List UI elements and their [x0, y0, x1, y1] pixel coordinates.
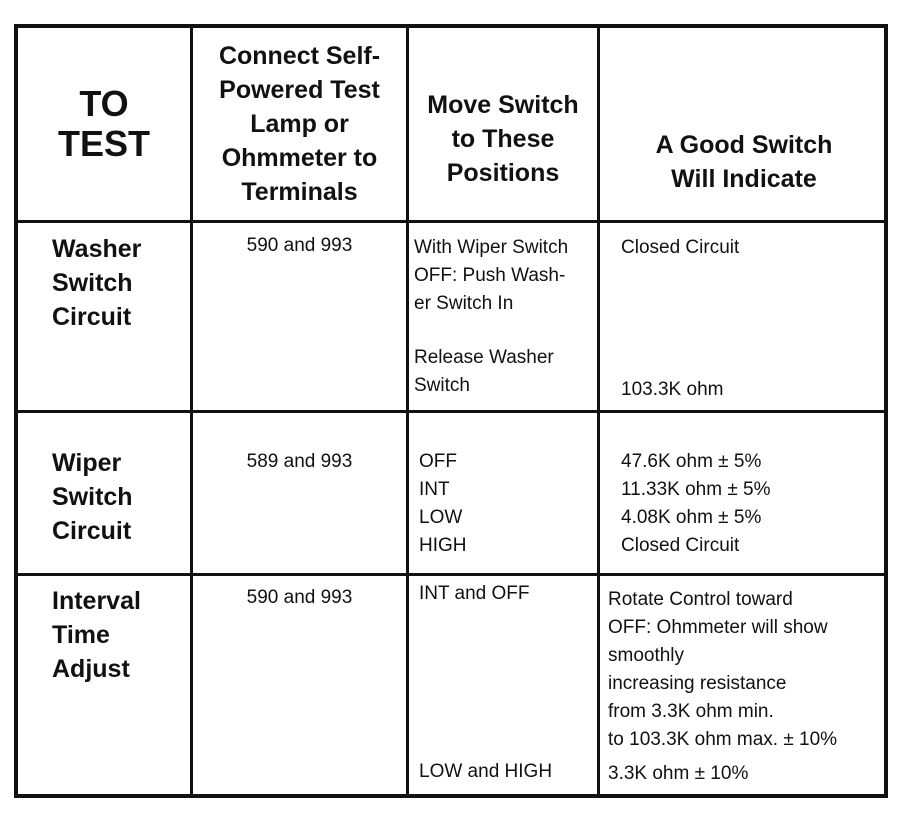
row-wiper-positions: OFF INT LOW HIGH — [419, 451, 467, 556]
header-connect — [193, 28, 406, 220]
header-move-text: Move Switch to These Positions — [427, 91, 579, 187]
header-move — [409, 88, 597, 220]
row-washer-indicate-closed: Closed Circuit — [621, 237, 740, 258]
header-good — [600, 128, 888, 220]
row-washer-positions-push: With Wiper Switch OFF: Push Wash- er Switch In — [414, 237, 569, 314]
row-divider — [18, 220, 884, 223]
header-good-text: A Good Switch Will Indicate — [655, 131, 833, 193]
header-to-test-text: TO TEST — [57, 83, 150, 164]
row-washer-indicate-resistance: 103.3K ohm — [621, 379, 724, 400]
row-wiper-test: Wiper Switch Circuit — [52, 449, 133, 545]
row-interval-test: Interval Time Adjust — [52, 587, 141, 683]
row-interval-positions-int: INT and OFF — [419, 583, 530, 604]
row-divider — [18, 573, 884, 576]
header-connect-text: Connect Self- Powered Test Lamp or Ohmmeter to Terminals — [218, 42, 381, 206]
row-wiper-terminals: 589 and 993 — [246, 451, 353, 472]
row-washer-positions-release: Release Washer Switch — [414, 347, 554, 396]
header-to-test — [18, 28, 190, 220]
row-interval-indicate-min: 3.3K ohm ± 10% — [608, 763, 749, 784]
row-interval-positions-low: LOW and HIGH — [419, 761, 553, 782]
row-washer-terminals: 590 and 993 — [246, 235, 353, 256]
row-interval-indicate-rotate: Rotate Control toward OFF: Ohmmeter will show smoothly increasing resistance from 3.3K ohm min. to 103.3K ohm max. ± 10% — [608, 589, 838, 750]
switch-test-table — [14, 24, 888, 798]
row-wiper-indicate: 47.6K ohm ± 5% 11.33K ohm ± 5% 4.08K ohm ± 5% Closed Circuit — [621, 451, 771, 556]
row-divider — [18, 410, 884, 413]
row-interval-terminals: 590 and 993 — [246, 587, 353, 608]
row-washer-test: Washer Switch Circuit — [52, 235, 142, 331]
